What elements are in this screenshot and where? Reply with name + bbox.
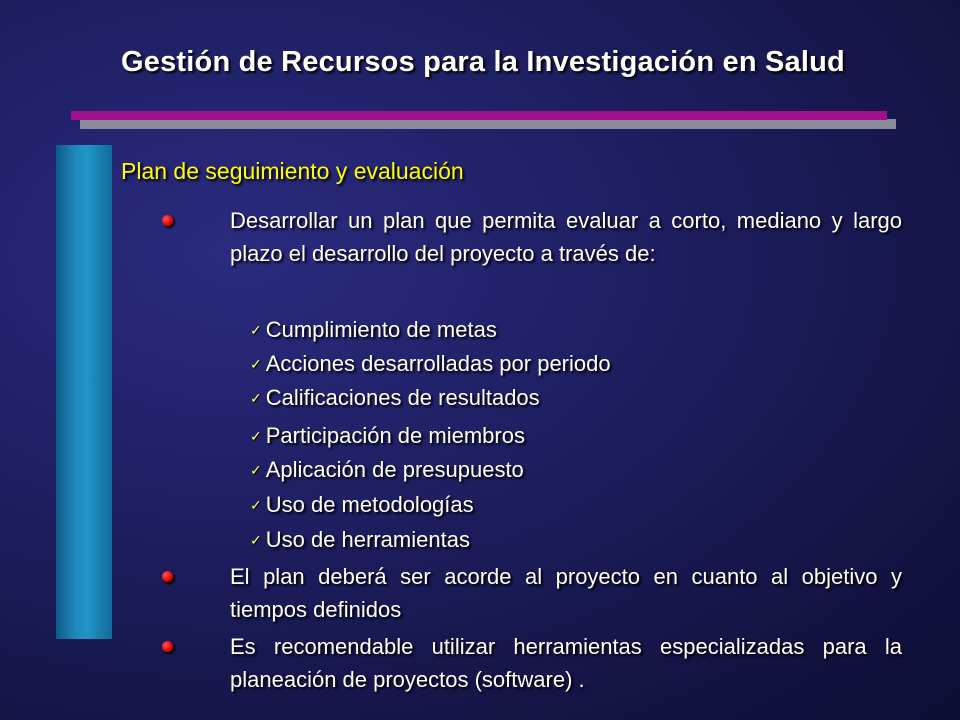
- bullet-text: Desarrollar un plan que permita evaluar a corto, mediano y largo plazo el desarrollo del proyecto a través de:: [230, 208, 902, 266]
- red-bullet-icon: [162, 571, 173, 582]
- sub-item: [250, 453, 524, 487]
- sub-item: [250, 419, 525, 453]
- checkmark-icon: ✓: [250, 428, 262, 444]
- sub-item: [250, 381, 540, 415]
- sub-item-label: Participación de miembros: [265, 423, 525, 448]
- section-heading: Plan de seguimiento y evaluación: [121, 158, 464, 184]
- sub-item-label: Aplicación de presupuesto: [265, 457, 524, 482]
- sub-item-label: Calificaciones de resultados: [265, 385, 540, 410]
- sub-item: [250, 347, 611, 381]
- checkmark-icon: ✓: [250, 532, 262, 548]
- red-bullet-icon: [162, 215, 173, 226]
- checkmark-icon: ✓: [250, 356, 262, 372]
- checkmark-icon: ✓: [250, 390, 262, 406]
- sub-item-label: Acciones desarrolladas por periodo: [265, 351, 611, 376]
- bullet-text: El plan deberá ser acorde al proyecto en cuanto al objetivo y tiempos definidos: [230, 564, 902, 622]
- bullet-text: Es recomendable utilizar herramientas especializadas para la planeación de proyectos (software) .: [230, 634, 902, 692]
- sub-item-label: Uso de metodologías: [265, 492, 474, 517]
- checkmark-icon: ✓: [250, 462, 262, 478]
- checkmark-icon: ✓: [250, 497, 262, 513]
- title-underline: [71, 111, 887, 120]
- red-bullet-icon: [162, 641, 173, 652]
- side-accent-bar: [56, 145, 112, 639]
- sub-item: [250, 313, 497, 347]
- slide-title: Gestión de Recursos para la Investigación en Salud: [121, 46, 845, 78]
- sub-item: [250, 523, 470, 557]
- sub-item: [250, 488, 474, 522]
- checkmark-icon: ✓: [250, 322, 262, 338]
- sub-item-label: Uso de herramientas: [265, 527, 470, 552]
- title-underline-shadow: [80, 119, 896, 129]
- sub-item-label: Cumplimiento de metas: [265, 317, 497, 342]
